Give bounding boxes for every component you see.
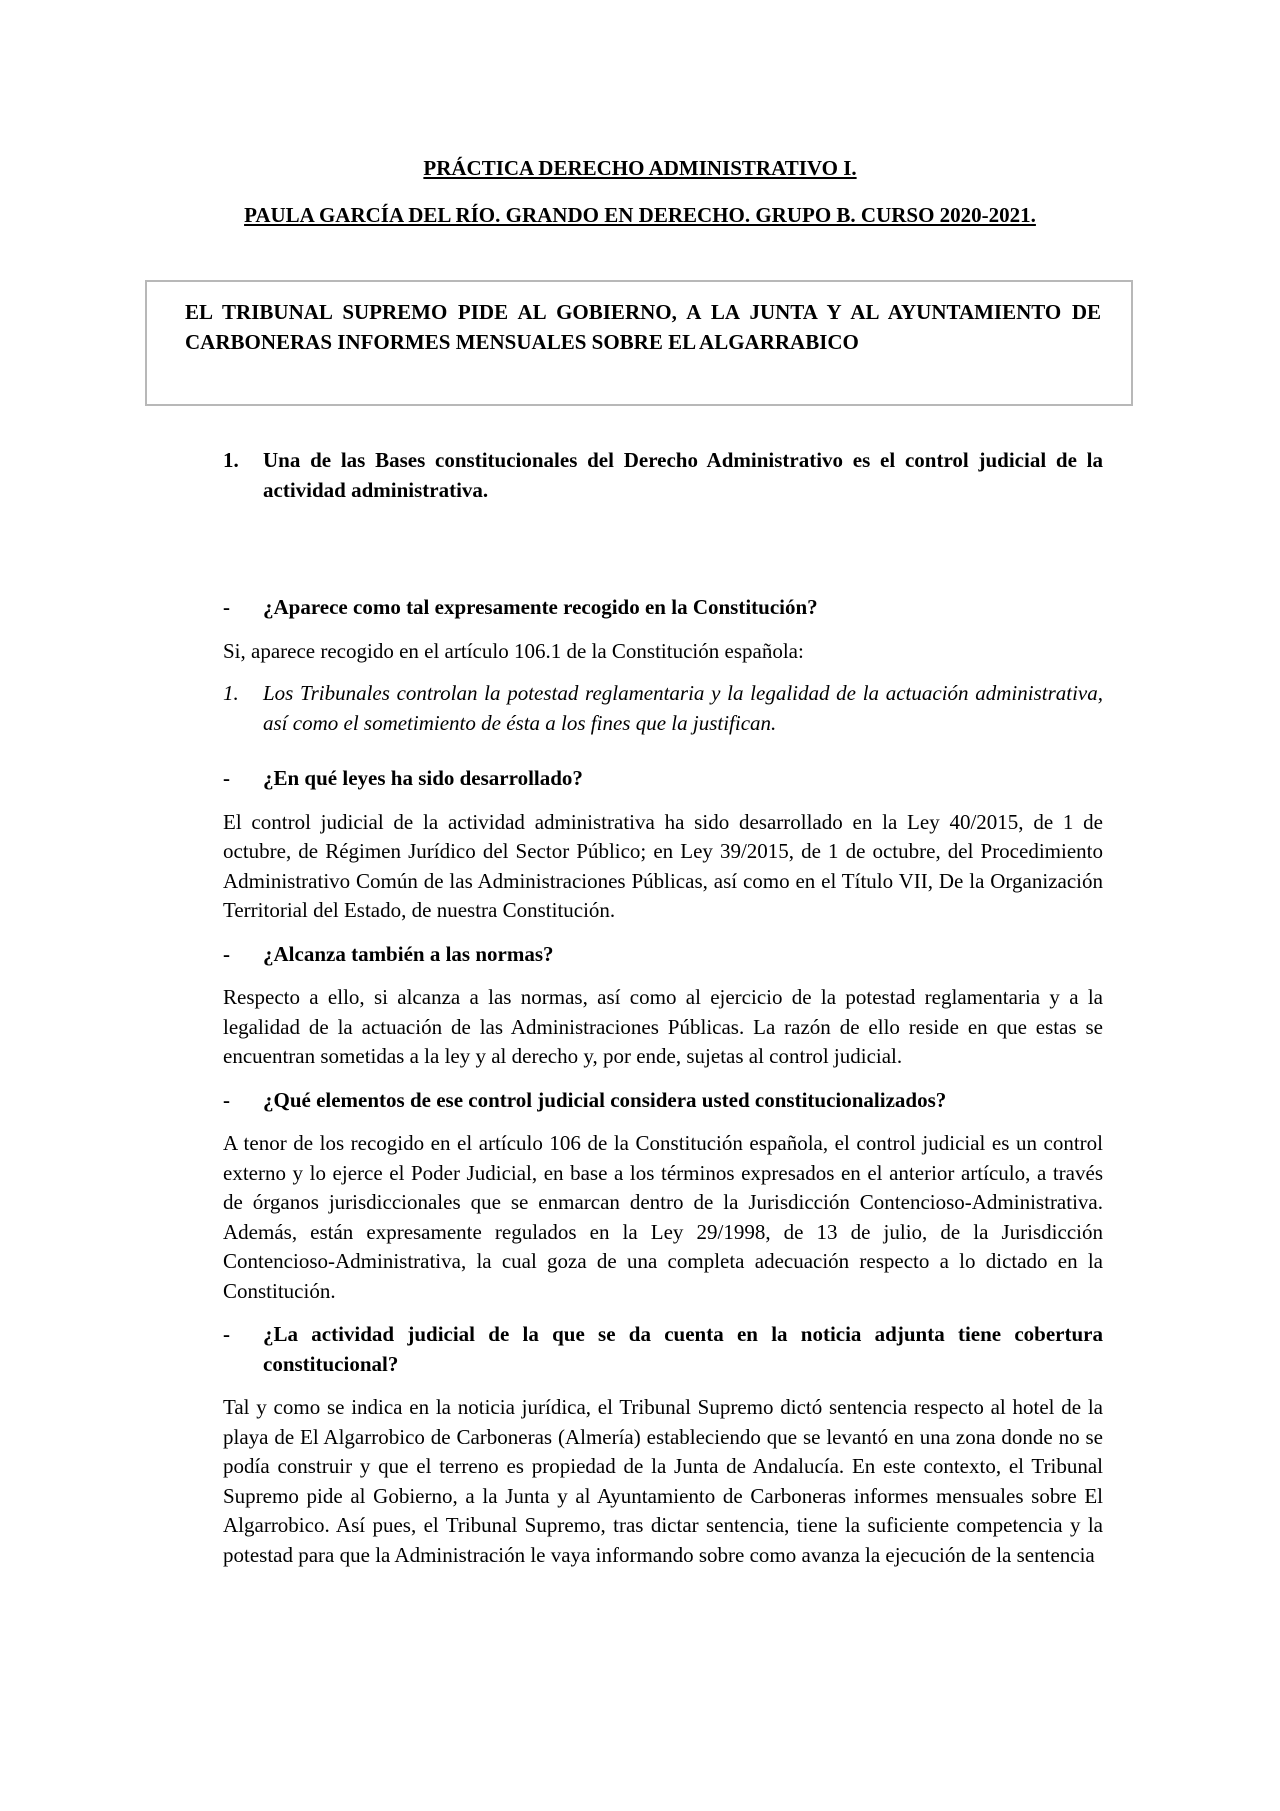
quote-text: Los Tribunales controlan la potestad reglamentaria y la legalidad de la actuación administrativa, así como el sometimiento de ésta a los fines que la justifican. [263, 681, 1103, 735]
news-headline-box [145, 280, 1133, 406]
question-dash: - [223, 1087, 230, 1112]
section-number: 1. [223, 448, 239, 472]
question-text: ¿En qué leyes ha sido desarrollado? [263, 766, 583, 790]
quote-number: 1. [223, 681, 239, 705]
section-heading-text: Una de las Bases constitucionales del Derecho Administrativo es el control judicial de la actividad administrativa. [263, 448, 1103, 502]
answer-paragraph: Respecto a ello, si alcanza a las normas, así como al ejercicio de la potestad reglamentaria y a la legalidad de la actuación de las Administraciones Públicas. La razón de ello reside en que estas se encuentran sometidas a la ley y al derecho y, por ende, sujetas al control judicial. [223, 985, 1103, 1068]
document-subtitle: PAULA GARCÍA DEL RÍO. GRANDO EN DERECHO. GRUPO B. CURSO 2020-2021. [244, 203, 1036, 227]
question-heading [223, 1086, 1103, 1116]
answer-paragraph: El control judicial de la actividad administrativa ha sido desarrollado en la Ley 40/2015, de 1 de octubre, de Régimen Jurídico del Sector Público; en Ley 39/2015, de 1 de octubre, del Procedimiento Administrativo Común de las Administraciones Públicas, así como en el Título VII, De la Organización Territorial del Estado, de nuestra Constitución. [223, 809, 1103, 922]
question-heading [223, 593, 1103, 623]
section-heading [223, 446, 1103, 505]
constitution-quote [223, 679, 1103, 738]
answer-paragraph: Si, aparece recogido en el artículo 106.1 de la Constitución española: [223, 638, 804, 663]
answer-paragraph: Tal y como se indica en la noticia jurídica, el Tribunal Supremo dictó sentencia respecto al hotel de la playa de El Algarrobico de Carboneras (Almería) estableciendo que se levantó en una zona donde no se podía construir y que el terreno es propiedad de la Junta de Andalucía. En este contexto, el Tribunal Supremo pide al Gobierno, a la Junta y al Ayuntamiento de Carboneras informes mensuales sobre El Algarrobico. Así pues, el Tribunal Supremo, tras dictar sentencia, tiene la suficiente competencia y la potestad para que la Administración le vaya informando sobre como avanza la ejecución de la sentencia [223, 1395, 1103, 1567]
question-dash: - [223, 595, 230, 619]
document-title: PRÁCTICA DERECHO ADMINISTRATIVO I. [423, 156, 857, 180]
question-text: ¿Qué elementos de ese control judicial considera usted constitucionalizados? [263, 1087, 947, 1112]
question-dash: - [223, 1322, 230, 1346]
question-heading [223, 764, 1103, 794]
news-headline: EL TRIBUNAL SUPREMO PIDE AL GOBIERNO, A LA JUNTA Y AL AYUNTAMIENTO DE CARBONERAS INFORMES MENSUALES SOBRE EL ALGARRABICO [185, 300, 1101, 354]
question-text: ¿Aparece como tal expresamente recogido en la Constitución? [263, 595, 818, 619]
answer-paragraph: A tenor de los recogido en el artículo 106 de la Constitución española, el control judicial es un control externo y lo ejerce el Poder Judicial, en base a los términos expresados en el anterior artículo, a través de órganos jurisdiccionales que se enmarcan dentro de la Jurisdicción Contencioso-Administrativa. Además, están expresamente regulados en la Ley 29/1998, de 13 de julio, de la Jurisdicción Contencioso-Administrativa, la cual goza de una completa adecuación respecto a lo dictado en la Constitución. [223, 1131, 1103, 1303]
question-text: ¿La actividad judicial de la que se da cuenta en la noticia adjunta tiene cobertura constitucional? [263, 1322, 1103, 1376]
document-body [223, 446, 1103, 1570]
question-heading [223, 940, 1103, 970]
question-dash: - [223, 941, 230, 966]
question-dash: - [223, 766, 230, 790]
question-heading [223, 1320, 1103, 1379]
question-text: ¿Alcanza también a las normas? [263, 941, 554, 966]
